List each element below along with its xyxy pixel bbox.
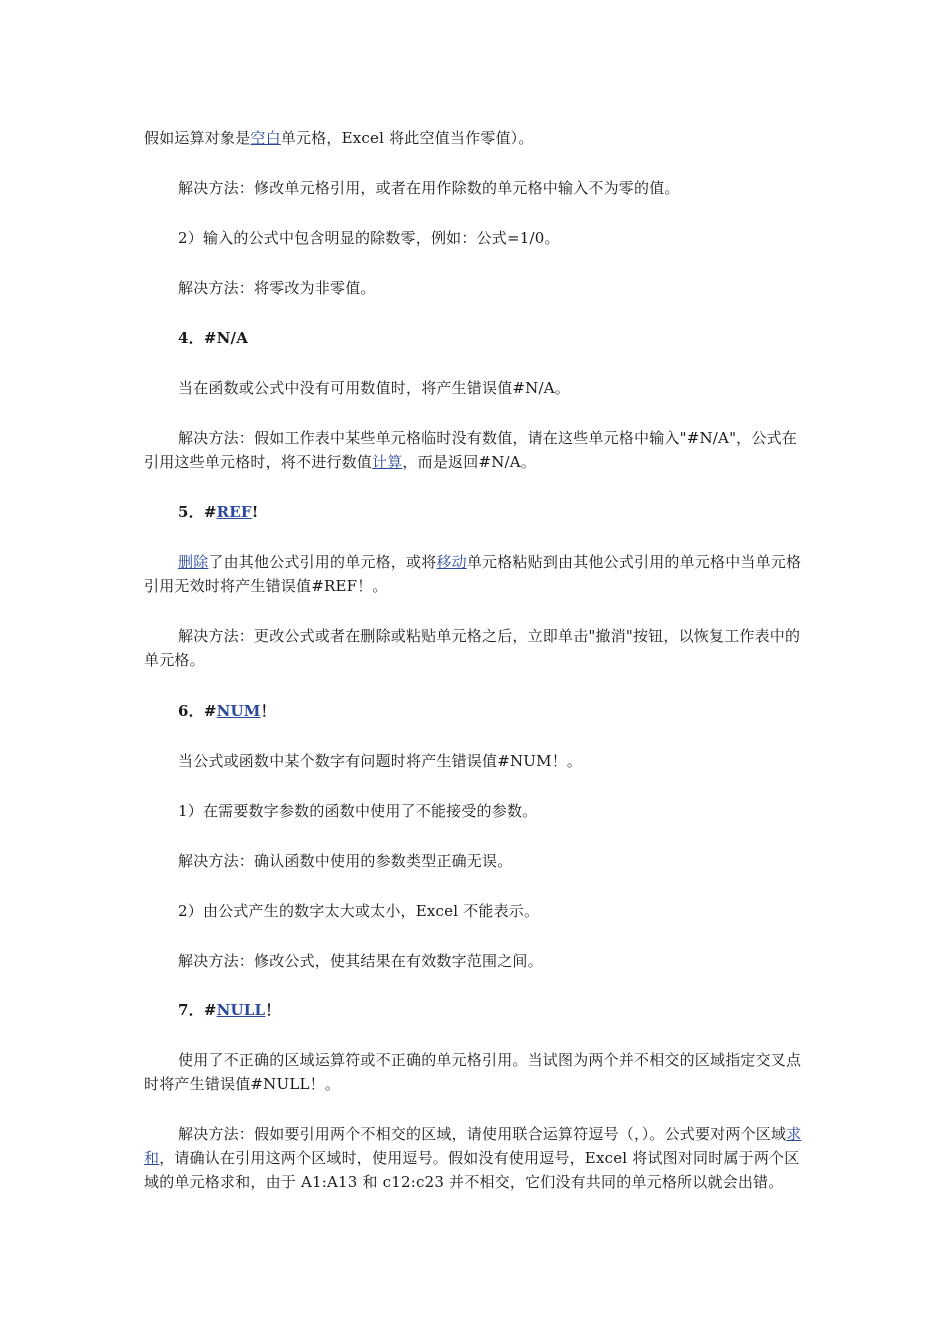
link-ref[interactable]: REF — [216, 503, 252, 521]
text-span: 6．# — [178, 702, 217, 720]
paragraph-num-case-2: 2）由公式产生的数字太大或太小，Excel 不能表示。 — [178, 902, 540, 920]
link-delete[interactable]: 删除 — [178, 553, 209, 571]
text-span: 假如运算对象是 — [144, 129, 251, 147]
link-num[interactable]: NUM — [216, 702, 261, 720]
paragraph-solution-num-1: 解决方法：确认函数中使用的参数类型正确无误。 — [178, 852, 513, 870]
text-span: 了由其他公式引用的单元格，或将 — [208, 553, 437, 571]
link-move[interactable]: 移动 — [436, 553, 467, 571]
text-span: ，而是返回#N/A。 — [402, 453, 537, 471]
paragraph-solution-div0-1: 解决方法：修改单元格引用，或者在用作除数的单元格中输入不为零的值。 — [178, 179, 680, 197]
paragraph-solution-na — [144, 426, 808, 474]
text-span: ，请确认在引用这两个区域时，使用逗号。假如没有使用逗号，Excel 将试图对同时属于两个区域的单元格求和，由于 A1:A13 和 c12:c23 并不相交，它们没有共同的单元格所以就会出错。 — [144, 1149, 800, 1191]
text-span: ！ — [265, 1001, 281, 1019]
heading-null — [144, 998, 808, 1022]
link-null[interactable]: NULL — [216, 1001, 266, 1019]
link-calculate[interactable]: 计算 — [372, 453, 403, 471]
text-span: 解决方法：假如工作表中某些单元格临时没有数值，请在这些单元格中输入"#N/A"，公式在引用这些单元格时，将不进行数值 — [144, 429, 797, 471]
paragraph-ref-description — [144, 550, 808, 598]
paragraph-num-case-1: 1）在需要数字参数的函数中使用了不能接受的参数。 — [178, 802, 538, 820]
heading-ref — [144, 500, 808, 524]
paragraph-na-description: 当在函数或公式中没有可用数值时，将产生错误值#N/A。 — [178, 379, 570, 397]
text-span: 单元格粘贴到由其他公式引用的单元格中当单元格引用无效时将产生错误值#REF！。 — [144, 553, 802, 595]
paragraph-solution-num-2: 解决方法：修改公式，使其结果在有效数字范围之间。 — [178, 952, 543, 970]
paragraph-solution-null — [144, 1122, 808, 1194]
text-span: 解决方法：假如要引用两个不相交的区域，请使用联合运算符逗号（，）。公式要对两个区域 — [178, 1125, 787, 1143]
heading-num — [144, 699, 808, 723]
paragraph-solution-ref: 解决方法：更改公式或者在删除或粘贴单元格之后，立即单击"撤消"按钮，以恢复工作表中的单元格。 — [144, 627, 801, 669]
paragraph-null-description: 使用了不正确的区域运算符或不正确的单元格引用。当试图为两个并不相交的区域指定交叉点时将产生错误值#NULL！。 — [144, 1051, 802, 1093]
link-blank[interactable]: 空白 — [250, 129, 281, 147]
text-span: ！ — [260, 702, 276, 720]
link-sum[interactable]: 求和 — [144, 1125, 802, 1167]
paragraph-num-description: 当公式或函数中某个数字有问题时将产生错误值#NUM！。 — [178, 752, 583, 770]
text-span: ! — [251, 503, 259, 521]
paragraph-div0-case-2: 2）输入的公式中包含明显的除数零，例如：公式=1/0。 — [178, 229, 560, 247]
heading-na: 4．#N/A — [178, 329, 249, 347]
text-span: 单元格，Excel 将此空值当作零值）。 — [280, 129, 534, 147]
paragraph-blank-cell-note — [144, 126, 808, 150]
text-span: 5．# — [178, 503, 217, 521]
paragraph-solution-div0-2: 解决方法：将零改为非零值。 — [178, 279, 376, 297]
text-span: 7．# — [178, 1001, 217, 1019]
